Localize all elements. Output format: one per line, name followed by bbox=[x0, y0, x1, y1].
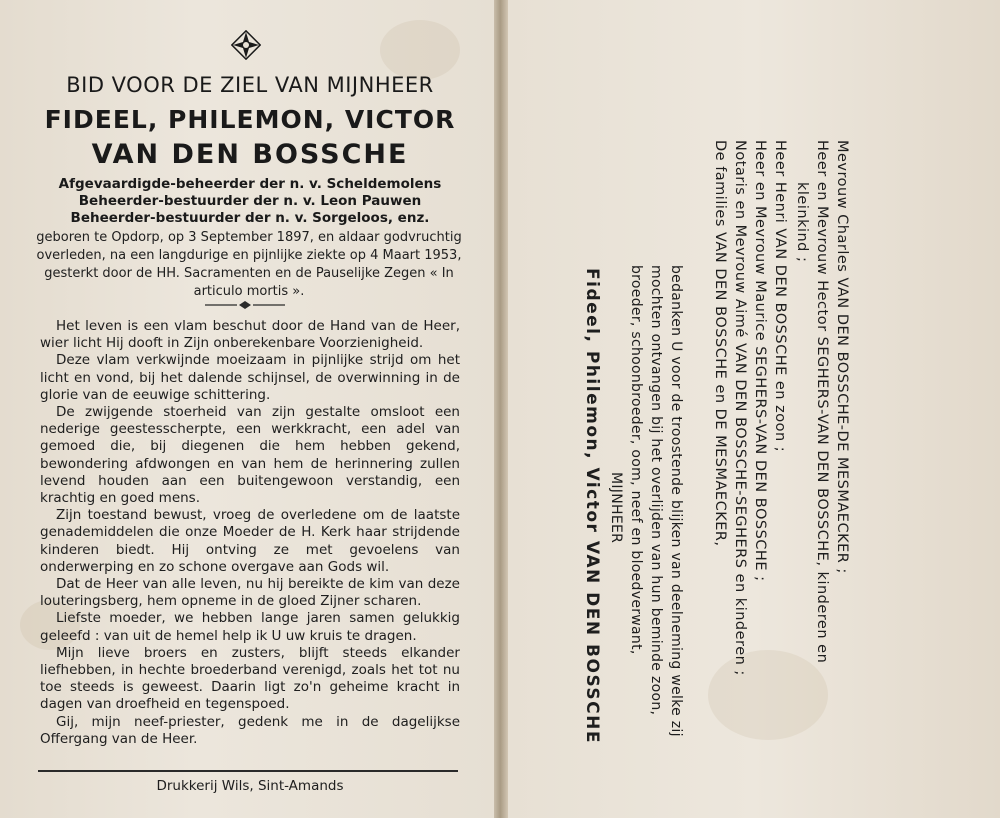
deceased-first-names: FIDEEL, PHILEMON, VICTOR bbox=[44, 105, 456, 134]
bottom-rule bbox=[38, 770, 458, 772]
family-line: Mevrouw Charles VAN DEN BOSSCHE-DE MESMAECKER ; bbox=[834, 140, 850, 574]
prayer-heading: BID VOOR DE ZIEL VAN MIJNHEER bbox=[66, 73, 434, 97]
right-page bbox=[508, 0, 1000, 818]
paragraph: Mijn lieve broers en zusters, blijft steeds elkander liefhebben, in hechte broederband verenigd, zoals het tot nu toe steeds is geweest. Daarin ligt zo'n geheime kracht in dagen van droefheid en tegenspoed. bbox=[40, 644, 460, 713]
family-line: Heer en Mevrouw Hector SEGHERS-VAN DEN BOSSCHE, kinderen en bbox=[814, 140, 830, 664]
paragraph: Zijn toestand bewust, vroeg de overledene om de laatste genademiddelen die onze Moeder de H. Kerk haar strijdende kinderen biedt. Hij ontving ze met gevoelens van onderwerping en zo schone overgave aan Gods wil. bbox=[40, 507, 460, 575]
paragraph: Deze vlam verkwijnde moeizaam in pijnlijke strijd om het licht en vond, bij het dalende schijnsel, de overwinning in de glorie van de eeuwige schittering. bbox=[40, 352, 460, 403]
family-line: kleinkind ; bbox=[794, 182, 810, 263]
function-line: Afgevaardigde-beheerder der n. v. Scheldemolens bbox=[58, 176, 442, 192]
card-fold bbox=[494, 0, 508, 818]
paragraph: Het leven is een vlam beschut door de Hand van de Heer, wier licht Hij dooft in Zijn onberekenbare Voorzienigheid. bbox=[40, 318, 460, 352]
thanks-title: MIJNHEER bbox=[608, 472, 624, 544]
biography: geboren te Opdorp, op 3 September 1897, en aldaar godvruchtig overleden, na een langdurige en pijnlijke ziekte op 4 Maart 1953, gesterkt door de HH. Sacramenten en de Pauselijke Zegen « In articulo mortis ». bbox=[36, 230, 462, 299]
thanks-line: bedanken U voor de troostende blijken van deelneming welke zij bbox=[668, 265, 684, 737]
paragraph: De zwijgende stoerheid van zijn gestalte omsloot een nederige geestesscherpte, een werkkracht, een adel van gemoed die, bij diegenen die hem hebben gekend, bewondering afdwongen en van hem de herinnering zullen levend houden aan een buitengewoon verstandig, een krachtig en goed mens. bbox=[40, 404, 460, 507]
paragraph: Dat de Heer van alle leven, nu hij bereikte de kim van deze louteringsberg, hem opneme in de gloed Zijner scharen. bbox=[40, 576, 460, 610]
function-line: Beheerder-bestuurder der n. v. Leon Pauwen bbox=[78, 193, 422, 209]
family-line: De families VAN DEN BOSSCHE en DE MESMAECKER, bbox=[712, 140, 728, 547]
printer-credit: Drukkerij Wils, Sint-Amands bbox=[156, 778, 344, 794]
deceased-surname: VAN DEN BOSSCHE bbox=[91, 139, 409, 170]
paragraph: Gij, mijn neef-priester, gedenk me in de dagelijkse Offergang van de Heer. bbox=[40, 713, 460, 747]
cross-icon bbox=[231, 30, 261, 60]
deceased-name-vertical: Fideel, Philemon, Victor VAN DEN BOSSCHE bbox=[582, 268, 602, 744]
family-line: Heer en Mevrouw Maurice SEGHERS-VAN DEN BOSSCHE ; bbox=[752, 140, 768, 582]
function-line: Beheerder-bestuurder der n. v. Sorgeloos, enz. bbox=[70, 210, 430, 226]
memorial-text bbox=[40, 318, 460, 748]
thanks-line: broeder, schoonbroeder, oom, neef en bloedverwant, bbox=[628, 265, 644, 655]
family-line: Notaris en Mevrouw Aimé VAN DEN BOSSCHE-SEGHERS en kinderen ; bbox=[732, 140, 748, 676]
thanks-line: mochten ontvangen bij het overlijden van hun beminde zoon, bbox=[648, 265, 664, 716]
left-page bbox=[0, 0, 495, 818]
paragraph: Liefste moeder, we hebben lange jaren samen gelukkig geleefd : van uit de hemel help ik U uw kruis te dragen. bbox=[40, 610, 460, 644]
ornament-divider bbox=[205, 300, 285, 310]
family-line: Heer Henri VAN DEN BOSSCHE en zoon ; bbox=[772, 140, 788, 453]
